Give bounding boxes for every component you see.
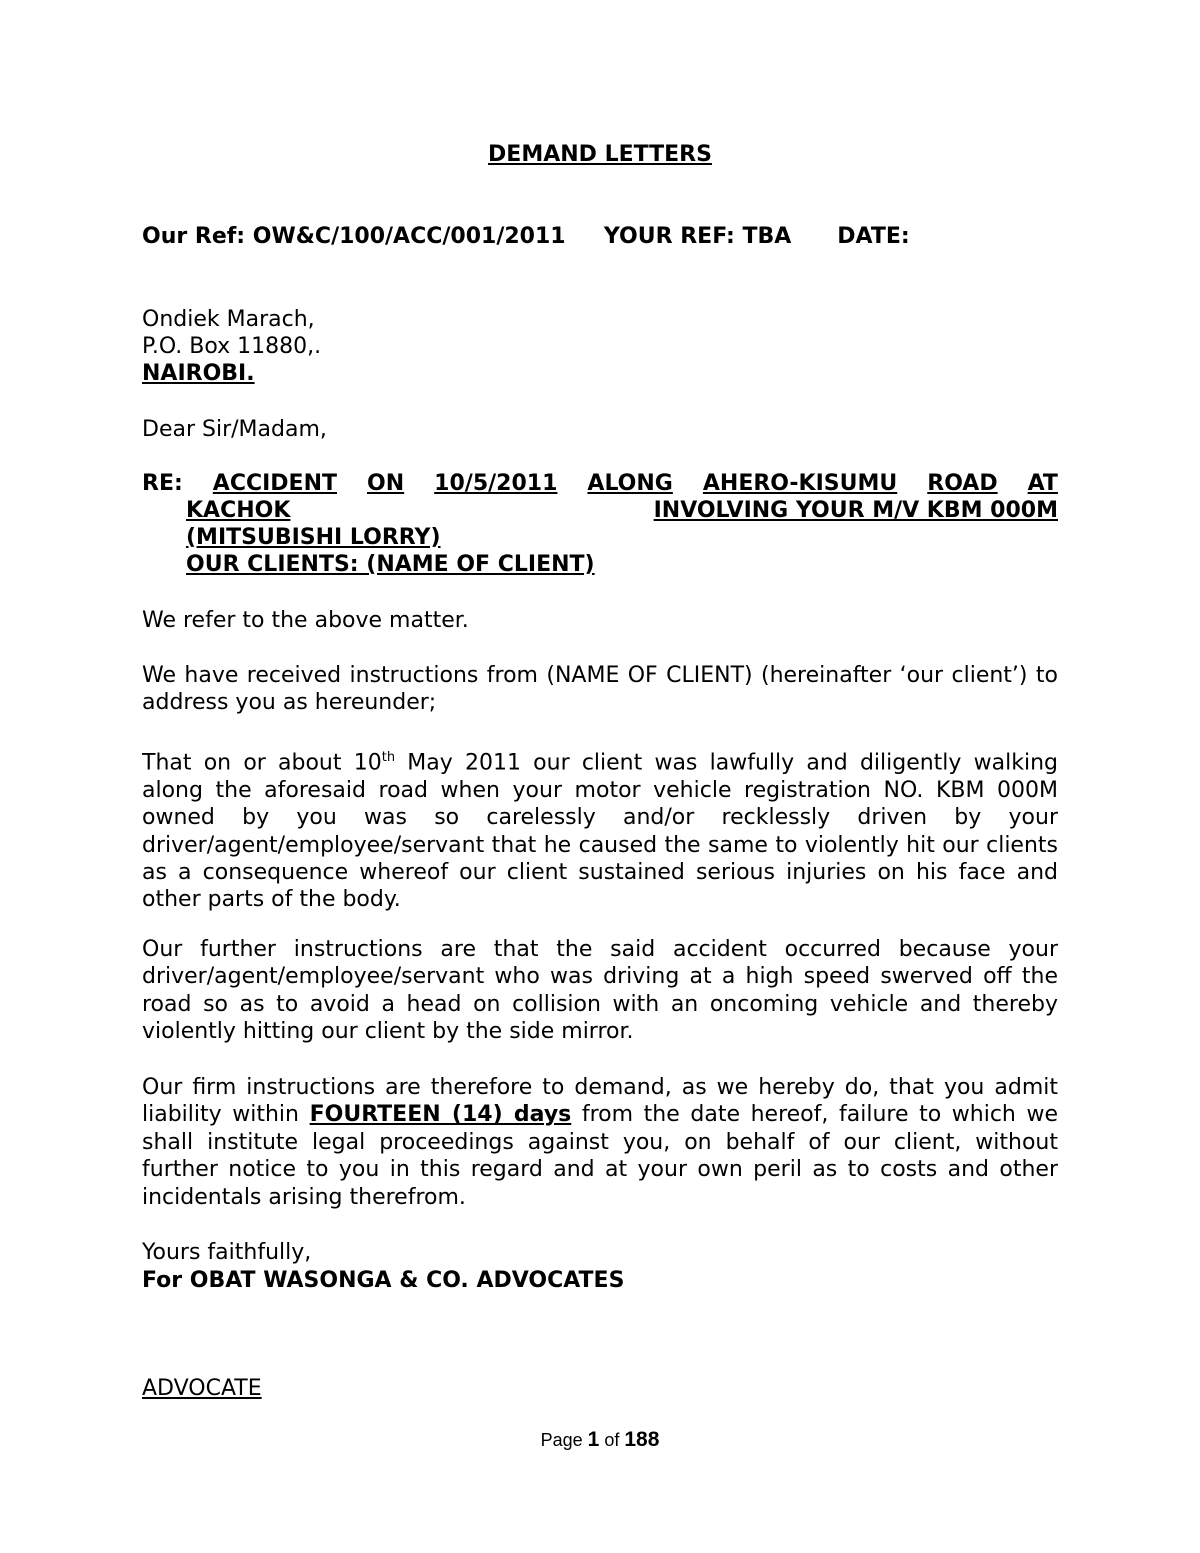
ordinal-suffix: th [381,750,396,765]
deadline-highlight: FOURTEEN (14) days [309,1102,572,1128]
paragraph-3 [142,744,1058,914]
subject-word: ROAD [927,471,998,496]
recipient-name: Ondiek Marach, [142,307,315,332]
subject-label: RE: [142,471,183,496]
document-title: DEMAND LETTERS [488,142,712,167]
paragraph-2: We have received instructions from (NAME OF CLIENT) (hereinafter ‘our client’) to address you as hereunder; [142,663,1058,716]
subject-word: ACCIDENT [212,471,338,496]
recipient-city: NAIROBI. [142,361,255,386]
paragraph-5 [142,1074,1058,1211]
subject-word: AHERO-KISUMU [702,471,898,496]
subject-row-2 [186,497,1058,524]
paragraph-1: We refer to the above matter. [142,608,469,633]
subject-word: ALONG [587,471,673,496]
recipient-box: P.O. Box 11880,. [142,334,322,359]
subject-row-1 [142,470,1058,497]
paragraph-5-start: Our firm instructions are therefore to demand, as we hereby do, that you admit liability within [142,1075,1058,1128]
subject-word: AT [1027,471,1058,496]
salutation: Dear Sir/Madam, [142,417,327,442]
subject-word: 10/5/2011 [434,471,558,496]
subject-block [142,470,1058,578]
sign-off: Yours faithfully, [142,1240,312,1265]
signatory: ADVOCATE [142,1376,262,1401]
subject-clients: OUR CLIENTS: (NAME OF CLIENT) [186,552,595,577]
page-footer [0,1428,1200,1452]
reference-line [142,224,910,249]
paragraph-4: Our further instructions are that the said accident occurred because your driver/agent/employee/servant who was driving at a high speed swerved off the road so as to avoid a head on collision with an oncoming vehicle and thereby violently hitting our client by the side mirror. [142,937,1058,1045]
paragraph-3-rest: May 2011 our client was lawfully and diligently walking along the aforesaid road when your motor vehicle registration NO. KBM 000M owned by you was so carelessly and/or recklessly driven by your driver/agent/employee/servant that he caused the same to violently hit our clients as a consequence whereof our client sustained serious injuries on his face and other parts of the body. [142,750,1058,913]
subject-vehicle-type: (MITSUBISHI LORRY) [186,525,441,550]
page-number: 1 [587,1428,600,1451]
total-pages: 188 [624,1428,660,1451]
subject-vehicle: INVOLVING YOUR M/V KBM 000M [653,498,1058,523]
closing-block [142,1239,624,1295]
page-label: Page [540,1430,583,1450]
subject-location: KACHOK [186,498,291,523]
of-label: of [604,1430,620,1450]
date-label: DATE: [837,224,910,249]
our-ref: Our Ref: OW&C/100/ACC/001/2011 [142,224,566,249]
your-ref: YOUR REF: TBA [603,224,792,249]
subject-word: ON [367,471,405,496]
paragraph-3-start: That on or about 10 [142,750,382,776]
paragraph-5-rest: from the date hereof, failure to which we shall institute legal proceedings against you, on behalf of our client, without further notice to you in this regard and at your own peril as to costs and other incidentals arising therefrom. [142,1102,1059,1210]
recipient-address [142,306,321,387]
firm-name: For OBAT WASONGA & CO. ADVOCATES [142,1268,625,1293]
